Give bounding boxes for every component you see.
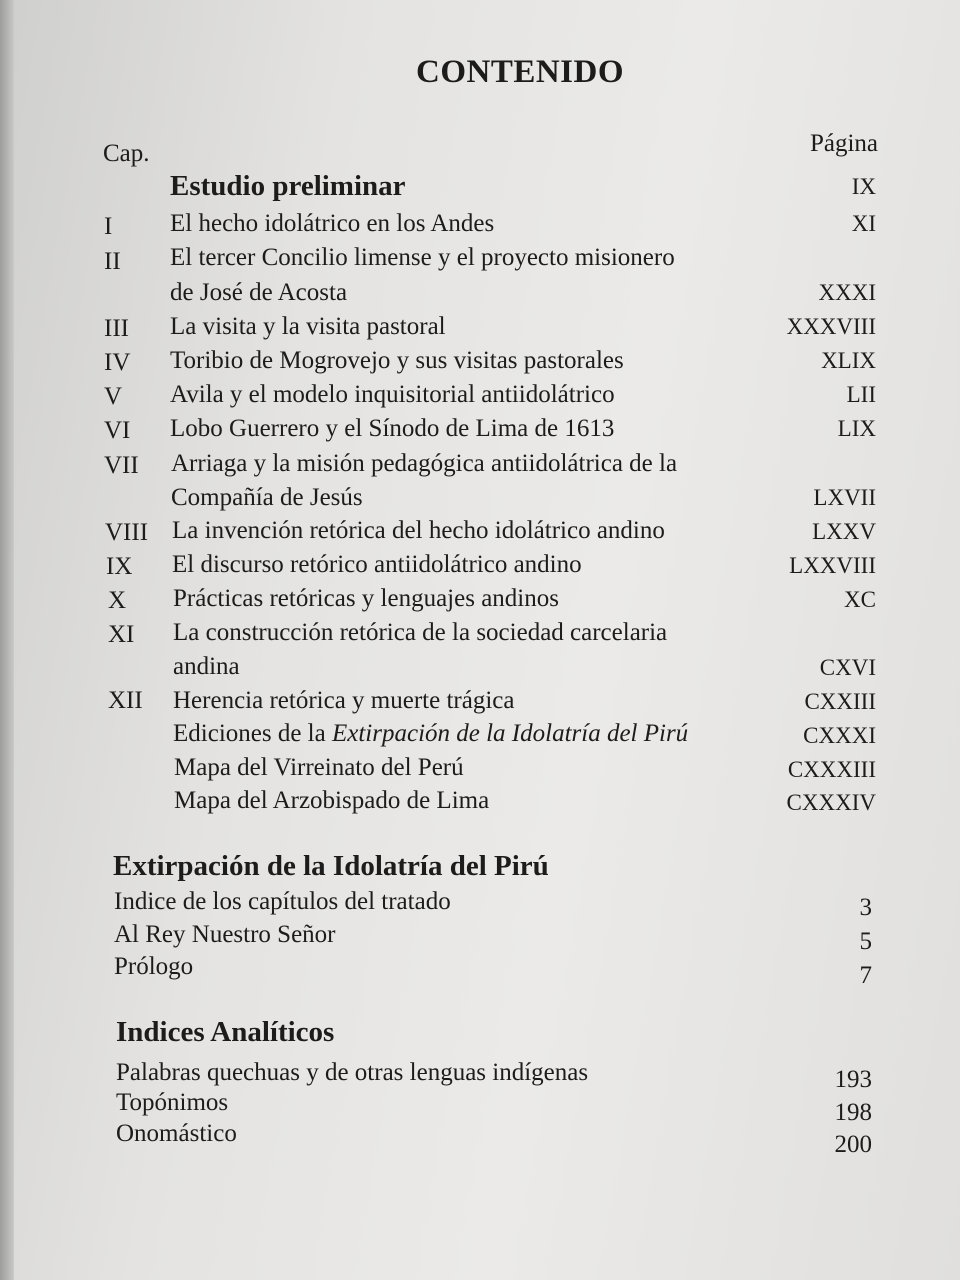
chapter-page: LXXVIII: [789, 553, 876, 578]
chapter-title: El discurso retórico antiidolátrico andino: [172, 551, 582, 578]
chapter-title: El tercer Concilio limense y el proyecto misionero: [170, 244, 675, 271]
extra-entry-italic-title: Extirpación de la Idolatría del Pirú: [331, 720, 689, 747]
list-item: Onomástico: [116, 1120, 237, 1147]
section-heading-page: IX: [851, 174, 876, 199]
chapter-number: XI: [108, 621, 135, 648]
chapter-page: CXXXIII: [787, 757, 876, 782]
chapter-page: XI: [851, 211, 876, 236]
page-edge-shadow: [0, 0, 14, 1280]
list-item-page: 200: [834, 1131, 872, 1158]
list-item-page: 198: [834, 1099, 872, 1126]
chapter-page: LIX: [837, 416, 876, 441]
list-item: Palabras quechuas y de otras lenguas indígenas: [116, 1059, 589, 1086]
chapter-number: VII: [104, 452, 139, 479]
chapter-page: XXXVIII: [786, 314, 876, 339]
chapter-number: VIII: [105, 519, 149, 546]
chapter-page: CXVI: [819, 655, 876, 680]
chapter-page: XXXI: [818, 280, 876, 305]
list-item-page: 7: [859, 962, 872, 989]
page-column-label: Página: [809, 130, 878, 157]
chapter-page: LXVII: [813, 485, 876, 510]
chapter-number: I: [104, 213, 113, 240]
chapter-title: Herencia retórica y muerte trágica: [173, 687, 515, 714]
chapter-title-cont: andina: [173, 653, 240, 680]
chapter-title: Arriaga y la misión pedagógica antiidolátrica de la: [171, 450, 678, 477]
extra-entry-mapa-arzobispado: Mapa del Arzobispado de Lima: [174, 787, 490, 814]
chapter-number: VI: [104, 417, 131, 444]
chapter-page: CXXXI: [803, 723, 876, 748]
chapter-number: XII: [108, 687, 143, 714]
chapter-number: III: [104, 315, 129, 342]
chapter-title: Lobo Guerrero y el Sínodo de Lima de 1613: [170, 415, 615, 442]
section-heading-estudio: Estudio preliminar: [170, 170, 406, 202]
chapter-title: La invención retórica del hecho idolátrico andino: [172, 517, 665, 544]
chapter-number: V: [104, 383, 123, 410]
chapter-column-label: Cap.: [103, 140, 150, 167]
list-item-page: 3: [859, 894, 872, 921]
chapter-page: XLIX: [821, 348, 876, 373]
list-item: Prólogo: [114, 953, 194, 980]
extra-entry-ediciones: [173, 720, 688, 748]
chapter-title: Toribio de Mogrovejo y sus visitas pastorales: [170, 347, 624, 374]
page-title: CONTENIDO: [415, 54, 625, 90]
chapter-number: IX: [106, 553, 133, 580]
chapter-page: XC: [844, 587, 876, 612]
chapter-page: CXXXIV: [786, 790, 876, 815]
chapter-page: LII: [846, 382, 876, 407]
chapter-title: La construcción retórica de la sociedad carcelaria: [173, 619, 668, 646]
chapter-title-cont: de José de Acosta: [170, 279, 348, 306]
chapter-title: La visita y la visita pastoral: [170, 313, 446, 340]
chapter-number: X: [108, 587, 127, 614]
section-heading-extirpacion: Extirpación de la Idolatría del Pirú: [113, 850, 549, 882]
list-item-page: 5: [859, 928, 872, 955]
list-item: Indice de los capítulos del tratado: [114, 888, 451, 915]
extra-entry-prefix: Ediciones de la: [173, 720, 332, 747]
chapter-title-cont: Compañía de Jesús: [171, 484, 363, 511]
chapter-title: Prácticas retóricas y lenguajes andinos: [173, 585, 559, 612]
section-heading-indices: Indices Analíticos: [116, 1016, 335, 1048]
chapter-title: El hecho idolátrico en los Andes: [170, 210, 495, 237]
chapter-title: Avila y el modelo inquisitorial antiidolátrico: [170, 381, 615, 408]
list-item: Al Rey Nuestro Señor: [114, 921, 336, 948]
chapter-page: CXXIII: [804, 689, 876, 714]
list-item: Topónimos: [116, 1089, 229, 1116]
list-item-page: 193: [834, 1066, 872, 1093]
chapter-number: IV: [104, 349, 131, 376]
chapter-number: II: [104, 248, 121, 275]
chapter-page: LXXV: [812, 519, 876, 544]
extra-entry-mapa-virreinato: Mapa del Virreinato del Perú: [174, 754, 464, 781]
